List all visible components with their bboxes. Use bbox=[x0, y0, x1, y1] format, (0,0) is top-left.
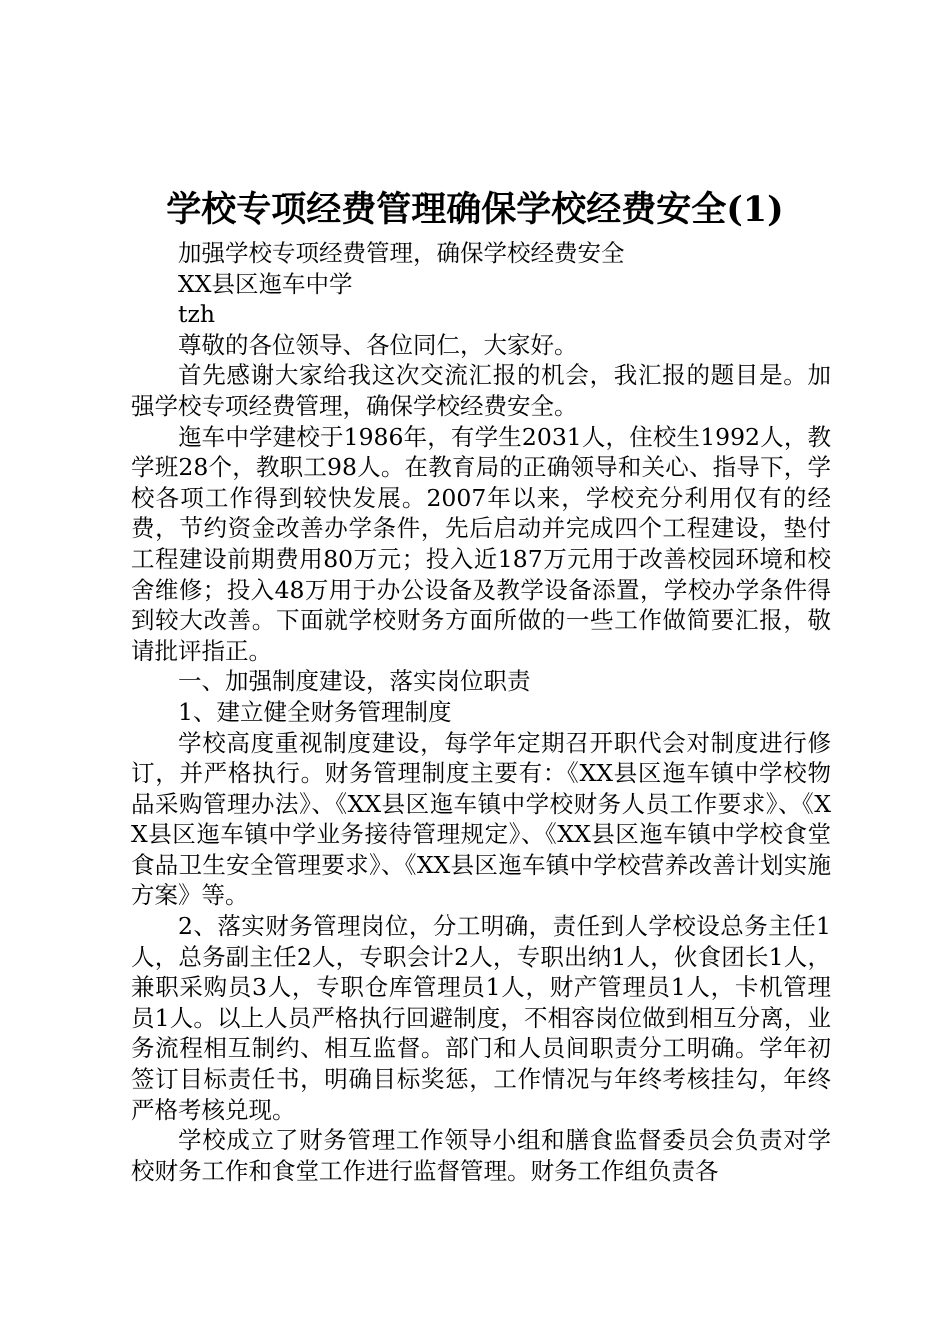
document-body bbox=[131, 238, 831, 1186]
section-heading-1: 一、加强制度建设，落实岗位职责 bbox=[178, 667, 531, 696]
paragraph-system-building: 学校高度重视制度建设，每学年定期召开职代会对制度进行修订，并严格执行。财务管理制度主要有：《XX县区迤车镇中学校物品采购管理办法》、《XX县区迤车镇中学校财务人员工作要求》、《XX县区迤车镇中学业务接待管理规定》、《XX县区迤车镇中学校食堂食品卫生安全管理要求》、《XX县区迤车镇中学校营养改善计划实施方案》等。 bbox=[131, 728, 831, 910]
paragraph-school-name: XX县区迤车中学 bbox=[178, 269, 353, 298]
paragraph-author: tzh bbox=[178, 300, 215, 329]
paragraph-subtitle: 加强学校专项经费管理，确保学校经费安全 bbox=[178, 239, 625, 267]
paragraph-greeting: 尊敬的各位领导、各位同仁，大家好。 bbox=[178, 330, 578, 359]
paragraph-supervision: 学校成立了财务管理工作领导小组和膳食监督委员会负责对学校财务工作和食堂工作进行监督管理。财务工作组负责各 bbox=[131, 1126, 831, 1185]
paragraph-intro: 首先感谢大家给我这次交流汇报的机会，我汇报的题目是。加强学校专项经费管理，确保学校经费安全。 bbox=[131, 361, 831, 420]
document-title: 学校专项经费管理确保学校经费安全(1) bbox=[166, 189, 784, 230]
paragraph-school-overview: 迤车中学建校于1986年，有学生2031人，住校生1992人，教学班28个，教职工98人。在教育局的正确领导和关心、指导下，学校各项工作得到较快发展。2007年以来，学校充分利用仅有的经费，节约资金改善办学条件，先后启动并完成四个工程建设，垫付工程建设前期费用80万元；投入近187万元用于改善校园环境和校舍维修；投入48万用于办公设备及教学设备添置，学校办学条件得到较大改善。下面就学校财务方面所做的一些工作做简要汇报，敬请批评指正。 bbox=[131, 422, 831, 665]
subsection-heading-1-1: 1、建立健全财务管理制度 bbox=[178, 697, 452, 726]
paragraph-positions: 2、落实财务管理岗位，分工明确，责任到人学校设总务主任1人，总务副主任2人，专职会计2人，专职出纳1人，伙食团长1人，兼职采购员3人，专职仓库管理员1人，财产管理员1人，卡机管理员1人。以上人员严格执行回避制度，不相容岗位做到相互分离，业务流程相互制约、相互监督。部门和人员间职责分工明确。学年初签订目标责任书，明确目标奖惩，工作情况与年终考核挂勾，年终严格考核兑现。 bbox=[131, 912, 831, 1124]
